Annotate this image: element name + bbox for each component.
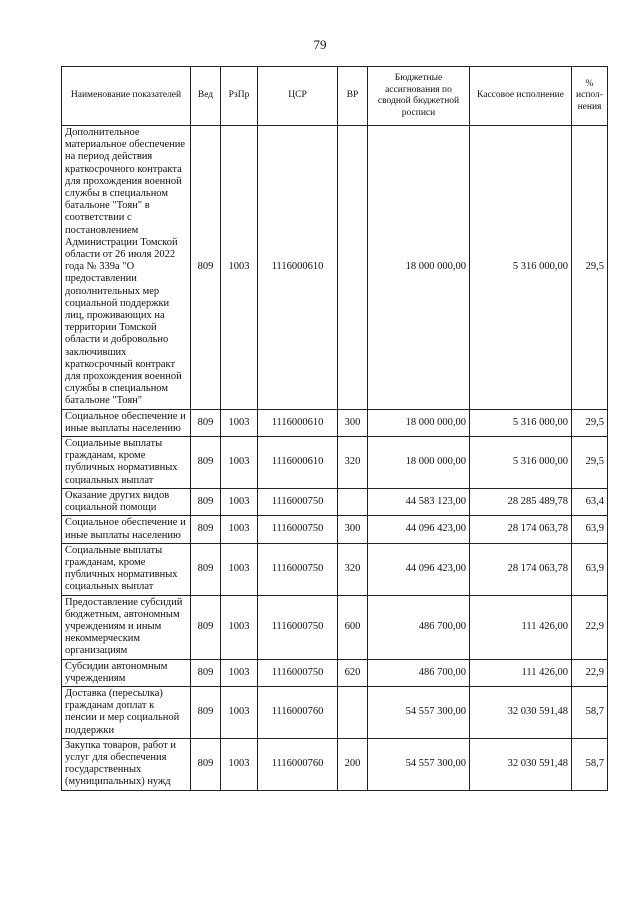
row-ved: 809 <box>191 686 221 738</box>
row-vr: 300 <box>338 516 368 543</box>
row-cash-execution: 28 174 063,78 <box>470 543 572 595</box>
row-cash-execution: 32 030 591,48 <box>470 738 572 790</box>
row-cash-execution: 28 285 489,78 <box>470 488 572 515</box>
row-cash-execution: 111 426,00 <box>470 659 572 686</box>
row-ved: 809 <box>191 543 221 595</box>
row-rzpr: 1003 <box>221 595 258 659</box>
row-execution-percent: 63,9 <box>572 516 608 543</box>
table-row <box>62 738 608 790</box>
row-rzpr: 1003 <box>221 437 258 489</box>
row-csr: 1116000750 <box>258 488 338 515</box>
row-csr: 1116000610 <box>258 126 338 410</box>
row-vr: 320 <box>338 437 368 489</box>
row-assignments: 54 557 300,00 <box>368 738 470 790</box>
header-execution-percent: % испол-нения <box>572 67 608 126</box>
row-ved: 809 <box>191 659 221 686</box>
row-rzpr: 1003 <box>221 409 258 436</box>
row-execution-percent: 29,5 <box>572 437 608 489</box>
header-csr: ЦСР <box>258 67 338 126</box>
row-ved: 809 <box>191 437 221 489</box>
row-vr: 600 <box>338 595 368 659</box>
row-execution-percent: 29,5 <box>572 126 608 410</box>
row-csr: 1116000610 <box>258 409 338 436</box>
row-cash-execution: 5 316 000,00 <box>470 126 572 410</box>
row-cash-execution: 5 316 000,00 <box>470 409 572 436</box>
row-assignments: 44 096 423,00 <box>368 543 470 595</box>
row-assignments: 486 700,00 <box>368 659 470 686</box>
row-execution-percent: 58,7 <box>572 686 608 738</box>
table-row <box>62 595 608 659</box>
row-ved: 809 <box>191 488 221 515</box>
table-row <box>62 126 608 410</box>
row-vr: 300 <box>338 409 368 436</box>
row-vr: 320 <box>338 543 368 595</box>
row-ved: 809 <box>191 409 221 436</box>
budget-execution-table <box>61 66 608 791</box>
row-rzpr: 1003 <box>221 543 258 595</box>
row-vr: 620 <box>338 659 368 686</box>
row-name: Оказание других видов социальной помощи <box>62 488 191 515</box>
row-cash-execution: 32 030 591,48 <box>470 686 572 738</box>
row-assignments: 44 096 423,00 <box>368 516 470 543</box>
row-cash-execution: 111 426,00 <box>470 595 572 659</box>
row-vr <box>338 686 368 738</box>
page-number: 79 <box>313 37 327 52</box>
row-vr: 200 <box>338 738 368 790</box>
row-rzpr: 1003 <box>221 516 258 543</box>
table-row <box>62 437 608 489</box>
header-cash-execution: Кассовое исполнение <box>470 67 572 126</box>
table-row <box>62 686 608 738</box>
row-assignments: 486 700,00 <box>368 595 470 659</box>
row-assignments: 44 583 123,00 <box>368 488 470 515</box>
row-execution-percent: 58,7 <box>572 738 608 790</box>
row-assignments: 18 000 000,00 <box>368 409 470 436</box>
row-name: Закупка товаров, работ и услуг для обеспечения государственных (муниципальных) нужд <box>62 738 191 790</box>
row-csr: 1116000760 <box>258 738 338 790</box>
header-name: Наименование показателей <box>62 67 191 126</box>
row-rzpr: 1003 <box>221 126 258 410</box>
row-name: Социальное обеспечение и иные выплаты населению <box>62 516 191 543</box>
row-name: Субсидии автономным учреждениям <box>62 659 191 686</box>
table-header-row <box>62 67 608 126</box>
row-csr: 1116000750 <box>258 659 338 686</box>
row-execution-percent: 63,9 <box>572 543 608 595</box>
row-assignments: 18 000 000,00 <box>368 126 470 410</box>
row-execution-percent: 63,4 <box>572 488 608 515</box>
row-name: Дополнительное материальное обеспечение на период действия краткосрочного контракта для прохождения военной службы в специальном батальоне "Тоян" в соответствии с постановлением Администрации Томской области от 26 июля 2022 года № 339а "О предоставлении дополнительных мер социальной поддержки лиц, проживающих на территории Томской области и добровольно заключивших краткосрочный контракт для прохождения военной службы в специальном батальоне "Тоян" <box>62 126 191 410</box>
row-csr: 1116000750 <box>258 516 338 543</box>
row-execution-percent: 22,9 <box>572 659 608 686</box>
table-row <box>62 659 608 686</box>
row-assignments: 54 557 300,00 <box>368 686 470 738</box>
table-row <box>62 543 608 595</box>
row-rzpr: 1003 <box>221 686 258 738</box>
table-row <box>62 488 608 515</box>
row-name: Социальные выплаты гражданам, кроме публичных нормативных социальных выплат <box>62 437 191 489</box>
row-csr: 1116000760 <box>258 686 338 738</box>
header-rzpr: РзПр <box>221 67 258 126</box>
row-execution-percent: 22,9 <box>572 595 608 659</box>
header-ved: Вед <box>191 67 221 126</box>
row-assignments: 18 000 000,00 <box>368 437 470 489</box>
row-name: Доставка (пересылка) гражданам доплат к пенсии и мер социальной поддержки <box>62 686 191 738</box>
row-rzpr: 1003 <box>221 659 258 686</box>
table-row <box>62 409 608 436</box>
row-vr <box>338 126 368 410</box>
row-csr: 1116000750 <box>258 543 338 595</box>
table-row <box>62 516 608 543</box>
row-ved: 809 <box>191 126 221 410</box>
row-ved: 809 <box>191 595 221 659</box>
row-ved: 809 <box>191 516 221 543</box>
row-cash-execution: 5 316 000,00 <box>470 437 572 489</box>
header-vr: ВР <box>338 67 368 126</box>
row-name: Социальное обеспечение и иные выплаты населению <box>62 409 191 436</box>
row-rzpr: 1003 <box>221 488 258 515</box>
row-rzpr: 1003 <box>221 738 258 790</box>
row-csr: 1116000610 <box>258 437 338 489</box>
row-csr: 1116000750 <box>258 595 338 659</box>
row-ved: 809 <box>191 738 221 790</box>
row-execution-percent: 29,5 <box>572 409 608 436</box>
row-name: Предоставление субсидий бюджетным, автономным учреждениям и иным некоммерческим организациям <box>62 595 191 659</box>
row-cash-execution: 28 174 063,78 <box>470 516 572 543</box>
row-vr <box>338 488 368 515</box>
row-name: Социальные выплаты гражданам, кроме публичных нормативных социальных выплат <box>62 543 191 595</box>
header-assignments: Бюджетные ассигнования по сводной бюджетной росписи <box>368 67 470 126</box>
